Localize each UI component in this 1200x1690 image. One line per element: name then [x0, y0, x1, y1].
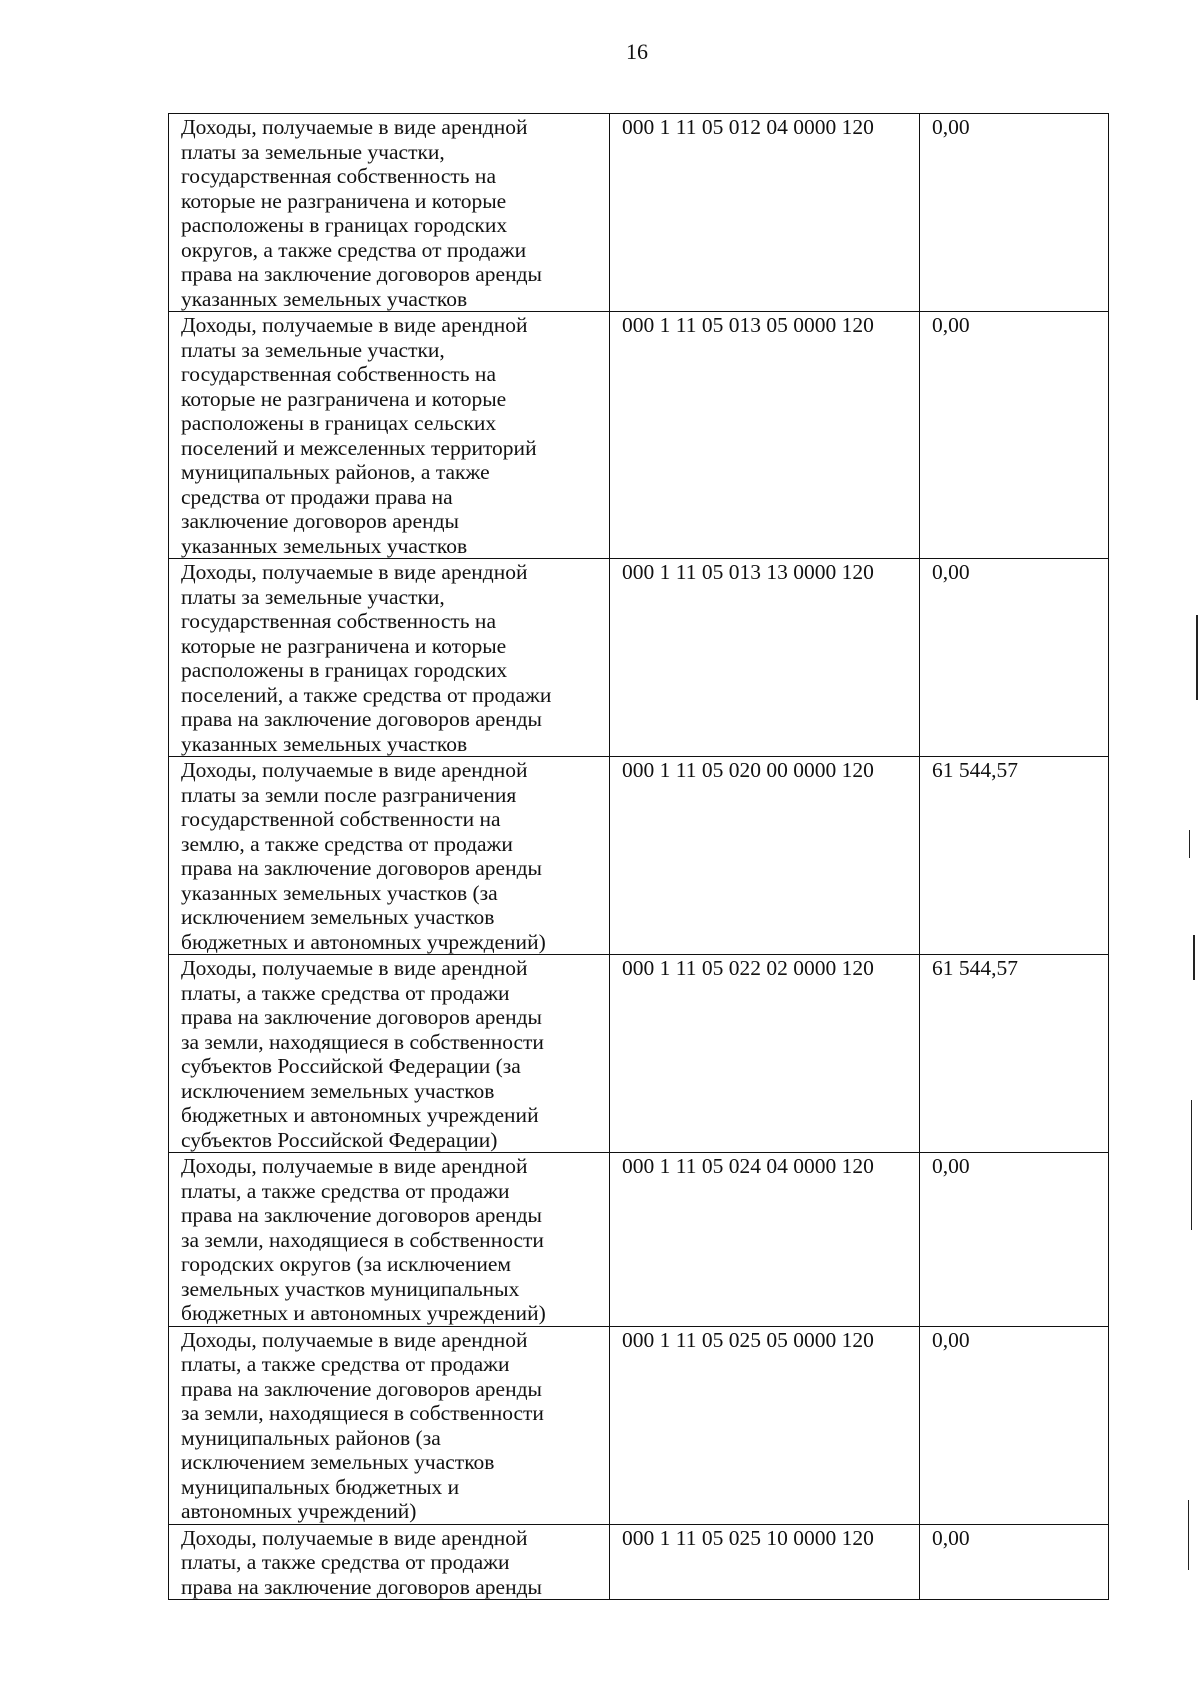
revenue-description-line: права на заключение договоров аренды — [181, 856, 542, 880]
revenue-description-line: городских округов (за исключением — [181, 1252, 511, 1276]
revenue-description-line: субъектов Российской Федерации (за — [181, 1054, 521, 1078]
revenue-description-line: Доходы, получаемые в виде арендной — [181, 1154, 528, 1178]
scan-artifact-mark — [1189, 830, 1190, 858]
revenue-description-line: права на заключение договоров аренды — [181, 262, 542, 286]
budget-classification-code: 000 1 11 05 022 02 0000 120 — [610, 955, 920, 1153]
revenue-description-line: землю, а также средства от продажи — [181, 831, 513, 856]
amount-value: 0,00 — [920, 312, 1109, 559]
revenue-description-line: права на заключение договоров аренды — [181, 707, 542, 731]
revenue-description-line: земельных участков муниципальных — [181, 1276, 520, 1301]
revenue-description-line: за земли, находящиеся в собственности — [181, 1227, 544, 1252]
table-row — [169, 559, 1109, 757]
revenue-description-cell — [169, 559, 610, 757]
table-row — [169, 757, 1109, 955]
revenue-description-line: исключением земельных участков — [181, 1078, 495, 1103]
revenue-description-line: Доходы, получаемые в виде арендной — [181, 1327, 528, 1352]
revenue-description-line: платы за земельные участки, — [181, 139, 445, 164]
revenue-description-line: исключением земельных участков — [181, 905, 495, 929]
revenue-description-line: которые не разграничена и которые — [181, 386, 507, 411]
table-row — [169, 114, 1109, 312]
revenue-description-line: исключением земельных участков — [181, 1450, 495, 1474]
revenue-description-line: бюджетных и автономных учреждений — [181, 1103, 539, 1127]
revenue-description-line: государственная собственность на — [181, 609, 496, 633]
revenue-description-line: указанных земельных участков — [181, 286, 468, 311]
revenue-description-line: государственная собственность на — [181, 164, 496, 188]
revenue-description-line: бюджетных и автономных учреждений) — [181, 1301, 546, 1325]
revenue-description-line: субъектов Российской Федерации) — [181, 1127, 498, 1152]
revenue-description-line: средства от продажи права на — [181, 484, 453, 509]
revenue-description-line: автономных учреждений) — [181, 1499, 417, 1523]
revenue-description-line: права на заключение договоров аренды — [181, 1376, 542, 1401]
revenue-description-line: Доходы, получаемые в виде арендной — [181, 758, 528, 782]
revenue-description-line: платы за земли после разграничения — [181, 782, 517, 807]
scan-artifact-mark — [1196, 615, 1198, 700]
amount-value: 0,00 — [920, 559, 1109, 757]
revenue-description-line: указанных земельных участков — [181, 731, 468, 756]
revenue-description-line: права на заключение договоров аренды — [181, 1203, 542, 1227]
revenue-description-cell — [169, 757, 610, 955]
revenue-description-line: права на заключение договоров аренды — [181, 1005, 542, 1029]
revenue-description-line: платы за земельные участки, — [181, 584, 445, 609]
revenue-table — [168, 113, 1109, 1600]
revenue-description-cell — [169, 1326, 610, 1524]
table-row — [169, 1153, 1109, 1327]
table-row — [169, 1524, 1109, 1600]
revenue-description-line: муниципальных районов (за — [181, 1425, 441, 1450]
revenue-description-line: за земли, находящиеся в собственности — [181, 1029, 544, 1054]
revenue-description-line: которые не разграничена и которые — [181, 633, 507, 658]
revenue-description-line: указанных земельных участков (за — [181, 880, 498, 905]
revenue-description-cell — [169, 114, 610, 312]
revenue-description-line: поселений и межселенных территорий — [181, 435, 537, 460]
revenue-description-line: платы за земельные участки, — [181, 337, 445, 362]
revenue-description-line: платы, а также средства от продажи — [181, 1550, 510, 1574]
revenue-description-line: которые не разграничена и которые — [181, 188, 507, 213]
revenue-description-line: заключение договоров аренды — [181, 509, 459, 533]
revenue-description-line: Доходы, получаемые в виде арендной — [181, 560, 528, 584]
revenue-description-cell — [169, 1153, 610, 1327]
table-body — [169, 114, 1109, 1600]
revenue-description-line: государственная собственность на — [181, 362, 496, 386]
budget-classification-code: 000 1 11 05 013 05 0000 120 — [610, 312, 920, 559]
revenue-description-cell — [169, 312, 610, 559]
revenue-description-line: муниципальных бюджетных и — [181, 1474, 460, 1499]
revenue-description-line: поселений, а также средства от продажи — [181, 682, 552, 707]
amount-value: 0,00 — [920, 1326, 1109, 1524]
revenue-description-line: указанных земельных участков — [181, 533, 468, 558]
amount-value: 0,00 — [920, 114, 1109, 312]
table-row — [169, 955, 1109, 1153]
budget-classification-code: 000 1 11 05 025 10 0000 120 — [610, 1524, 920, 1600]
revenue-description-line: муниципальных районов, а также — [181, 460, 490, 484]
revenue-description-line: права на заключение договоров аренды — [181, 1574, 542, 1599]
revenue-description-line: за земли, находящиеся в собственности — [181, 1401, 544, 1425]
scan-artifact-mark — [1191, 1100, 1192, 1230]
revenue-description-line: платы, а также средства от продажи — [181, 1352, 510, 1376]
revenue-description-line: расположены в границах городских — [181, 658, 508, 682]
amount-value: 0,00 — [920, 1153, 1109, 1327]
table-row — [169, 312, 1109, 559]
revenue-description-line: государственной собственности на — [181, 807, 501, 831]
revenue-description-line: расположены в границах городских — [181, 213, 508, 237]
revenue-description-line: платы, а также средства от продажи — [181, 980, 510, 1005]
budget-classification-code: 000 1 11 05 020 00 0000 120 — [610, 757, 920, 955]
revenue-description-line: Доходы, получаемые в виде арендной — [181, 313, 528, 337]
revenue-description-line: бюджетных и автономных учреждений) — [181, 929, 546, 954]
revenue-description-line: расположены в границах сельских — [181, 411, 497, 435]
amount-value: 61 544,57 — [920, 757, 1109, 955]
revenue-description-line: платы, а также средства от продажи — [181, 1178, 510, 1203]
revenue-description-line: Доходы, получаемые в виде арендной — [181, 1525, 528, 1550]
revenue-description-line: Доходы, получаемые в виде арендной — [181, 115, 528, 139]
amount-value: 61 544,57 — [920, 955, 1109, 1153]
budget-classification-code: 000 1 11 05 012 04 0000 120 — [610, 114, 920, 312]
revenue-description-cell — [169, 1524, 610, 1600]
revenue-description-cell — [169, 955, 610, 1153]
budget-classification-code: 000 1 11 05 024 04 0000 120 — [610, 1153, 920, 1327]
budget-classification-code: 000 1 11 05 025 05 0000 120 — [610, 1326, 920, 1524]
amount-value: 0,00 — [920, 1524, 1109, 1600]
page-number: 16 — [626, 39, 648, 64]
scan-artifact-mark — [1188, 1500, 1189, 1570]
revenue-description-line: округов, а также средства от продажи — [181, 237, 527, 262]
table-row — [169, 1326, 1109, 1524]
budget-classification-code: 000 1 11 05 013 13 0000 120 — [610, 559, 920, 757]
scan-artifact-mark — [1193, 935, 1195, 980]
revenue-description-line: Доходы, получаемые в виде арендной — [181, 956, 528, 980]
